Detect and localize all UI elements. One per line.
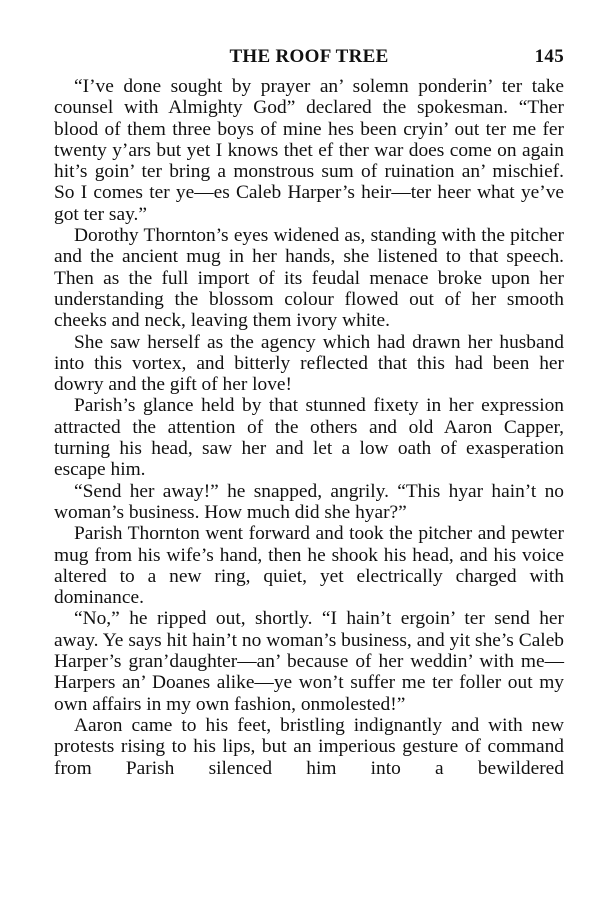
page-number: 145 — [534, 46, 564, 67]
body-text — [54, 76, 564, 779]
paragraph: “I’ve done sought by prayer an’ solemn ponderin’ ter take counsel with Almighty God” declared the spokesman. “Ther blood of them three boys of mine hes been cryin’ out ter me fer twenty y’ars but yet I knows thet ef ther war does come on again hit’s goin’ ter bring a monstrous sum of ruination an’ mischief. So I comes ter ye—es Caleb Harper’s heir—ter heer what ye’ve got ter say.” — [54, 76, 564, 225]
paragraph: “No,” he ripped out, shortly. “I hain’t ergoin’ ter send her away. Ye says hit hain’t no woman’s business, and yit she’s Caleb Harper’s gran’daughter—an’ because of her weddin’ with me—Harpers an’ Doanes alike—ye won’t suffer me ter foller out my own affairs in my own fashion, onmolested!” — [54, 608, 564, 715]
paragraph: “Send her away!” he snapped, angrily. “This hyar hain’t no woman’s business. How much did she hyar?” — [54, 480, 564, 523]
paragraph: Dorothy Thornton’s eyes widened as, standing with the pitcher and the ancient mug in her hands, she listened to that speech. Then as the full import of its feudal menace broke upon her understanding the blossom colour flowed out of her smooth cheeks and neck, leaving them ivory white. — [54, 225, 564, 332]
paragraph: Parish Thornton went forward and took the pitcher and pewter mug from his wife’s hand, then he shook his head, and his voice altered to a new ring, quiet, yet electrically charged with dominance. — [54, 523, 564, 609]
running-head — [54, 46, 564, 72]
paragraph: Aaron came to his feet, bristling indignantly and with new protests rising to his lips, but an imperious gesture of command from Parish silenced him into a bewildered — [54, 714, 564, 779]
paragraph: She saw herself as the agency which had drawn her husband into this vortex, and bitterly reflected that this had been her dowry and the gift of her love! — [54, 331, 564, 396]
book-page — [54, 46, 564, 779]
running-title: THE ROOF TREE — [229, 46, 389, 67]
paragraph: Parish’s glance held by that stunned fixety in her expression attracted the attention of the others and old Aaron Capper, turning his head, saw her and let a low oath of exasperation escape him. — [54, 395, 564, 481]
